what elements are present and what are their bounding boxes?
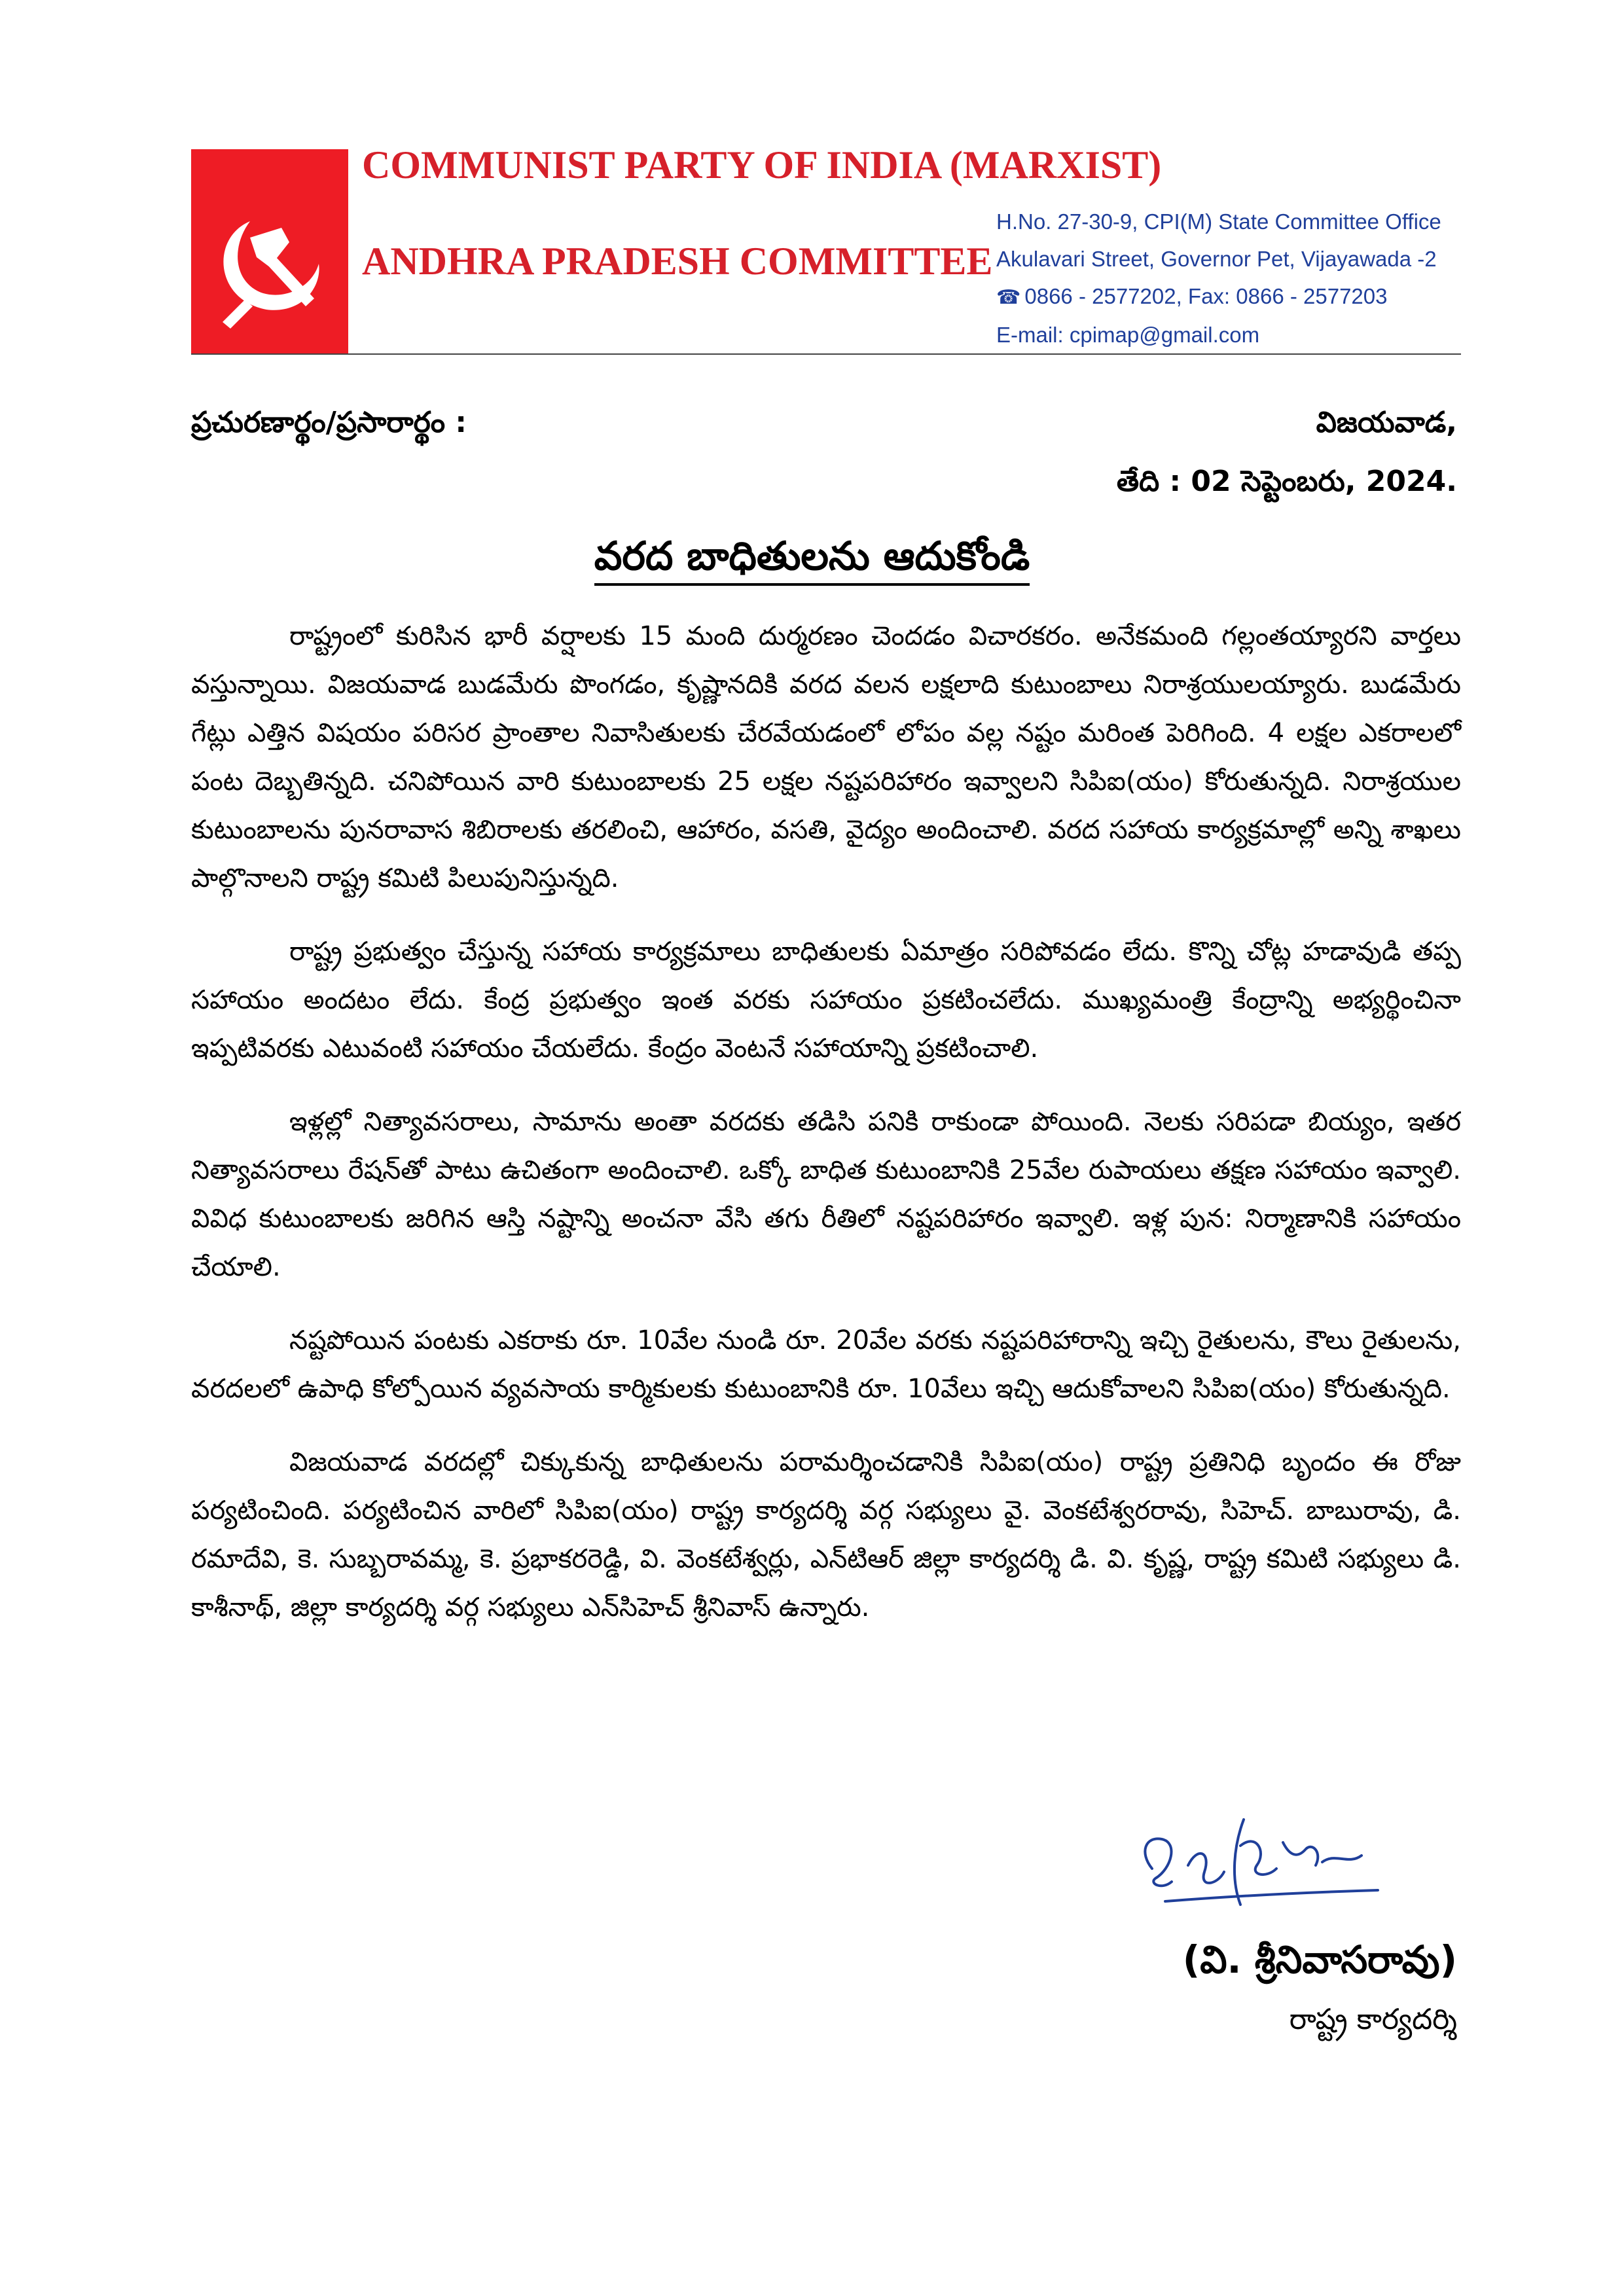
paragraph: రాష్ట్ర ప్రభుత్వం చేస్తున్న సహాయ కార్యక్రమాలు బాధితులకు ఏమాత్రం సరిపోవడం లేదు. కొన్ని చోట్ల హడావుడి తప్ప సహాయం అందటం లేదు. కేంద్ర ప్రభుత్వం ఇంత వరకు సహాయం ప్రకటించలేదు. ముఖ్యమంత్రి కేంద్రాన్ని అభ్యర్థించినా ఇప్పటివరకు ఎటువంటి సహాయం చేయలేదు. కేంద్రం వెంటనే సహాయాన్ని ప్రకటించాలి. — [191, 937, 1461, 1064]
publication-label: ప్రచురణార్థం/ప్రసారార్థం : — [191, 406, 467, 439]
party-logo — [191, 149, 348, 353]
signatory-title: రాష్ట్ర కార్యదర్శి — [1289, 2003, 1457, 2036]
headline — [0, 533, 1624, 588]
email-line: E-mail: cpimap@gmail.com — [996, 323, 1260, 347]
committee-name: ANDHRA PRADESH COMMITTEE — [362, 240, 993, 283]
phone-line — [996, 278, 1441, 316]
paragraph: ఇళ్లల్లో నిత్యావసరాలు, సామాను అంతా వరదకు తడిసి పనికి రాకుండా పోయింది. నెలకు సరిపడా బియ్యం, ఇతర నిత్యావసరాలు రేషన్‌తో పాటు ఉచితంగా అందించాలి. ఒక్కో బాధిత కుటుంబానికి 25వేల రుపాయలు తక్షణ సహాయం ఇవ్వాలి. వివిధ కుటుంబాలకు జరిగిన ఆస్తి నష్టాన్ని అంచనా వేసి తగు రీతిలో నష్టపరిహారం ఇవ్వాలి. ఇళ్ల పున: నిర్మాణానికి సహాయం చేయాలి. — [191, 1107, 1461, 1282]
signatory-name: (వి. శ్రీనివాసరావు) — [1182, 1937, 1457, 1982]
handwritten-signature — [1126, 1806, 1388, 1918]
paragraph: రాష్ట్రంలో కురిసిన భారీ వర్షాలకు 15 మంది దుర్మరణం చెందడం విచారకరం. అనేకమంది గల్లంతయ్యారని వార్తలు వస్తున్నాయి. విజయవాడ బుడమేరు పొంగడం, కృష్ణానదికి వరద వలన లక్షలాది కుటుంబాలు నిరాశ్రయులయ్యారు. బుడమేరు గేట్లు ఎత్తిన విషయం పరిసర ప్రాంతాల నివాసితులకు చేరవేయడంలో లోపం వల్ల నష్టం మరింత పెరిగింది. 4 లక్షల ఎకరాలలో పంట దెబ్బతిన్నది. చనిపోయిన వారి కుటుంబాలకు 25 లక్షల నష్టపరిహారం ఇవ్వాలని సిపిఐ(యం) కోరుతున్నది. నిరాశ్రయుల కుటుంబాలను పునరావాస శిబిరాలకు తరలించి, ఆహారం, వసతి, వైద్యం అందించాలి. వరద సహాయ కార్యక్రమాల్లో అన్ని శాఖలు పాల్గొనాలని రాష్ట్ర కమిటి పిలుపునిస్తున్నది. — [191, 621, 1461, 893]
phone-icon: ☎ — [996, 287, 1021, 308]
address-line: Akulavari Street, Governor Pet, Vijayawada -2 — [996, 247, 1437, 271]
party-name: COMMUNIST PARTY OF INDIA (MARXIST) — [362, 143, 1162, 187]
hammer-sickle-icon — [204, 202, 335, 332]
header-divider — [191, 353, 1461, 355]
phone-fax-text: 0866 - 2577202, Fax: 0866 - 2577203 — [1024, 284, 1388, 308]
headline-text: వరద బాధితులను ఆదుకోండి — [594, 533, 1030, 586]
address-line: H.No. 27-30-9, CPI(M) State Committee Office — [996, 209, 1441, 234]
date-label: తేది : 02 సెప్టెంబరు, 2024. — [1116, 465, 1457, 498]
paragraph: విజయవాడ వరదల్లో చిక్కుకున్న బాధితులను పరామర్శించడానికి సిపిఐ(యం) రాష్ట్ర ప్రతినిధి బృందం ఈ రోజు పర్యటించింది. పర్యటించిన వారిలో సిపిఐ(యం) రాష్ట్ర కార్యదర్శి వర్గ సభ్యులు వై. వెంకటేశ్వరరావు, సిహెచ్. బాబురావు, డి. రమాదేవి, కె. సుబ్బరావమ్మ, కె. ప్రభాకరరెడ్డి, వి. వెంకటేశ్వర్లు, ఎన్‌టిఆర్ జిల్లా కార్యదర్శి డి. వి. కృష్ణ, రాష్ట్ర కమిటి సభ్యులు డి. కాశీనాథ్, జిల్లా కార్యదర్శి వర్గ సభ్యులు ఎన్‌సిహెచ్ శ్రీనివాస్ ఉన్నారు. — [191, 1447, 1461, 1623]
place-label: విజయవాడ, — [1316, 406, 1457, 439]
paragraph: నష్టపోయిన పంటకు ఎకరాకు రూ. 10వేల నుండి రూ. 20వేల వరకు నష్టపరిహారాన్ని ఇచ్చి రైతులను, కౌలు రైతులను, వరదలలో ఉపాధి కోల్పోయిన వ్యవసాయ కార్మికులకు కుటుంబానికి రూ. 10వేలు ఇచ్చి ఆదుకోవాలని సిపిఐ(యం) కోరుతున్నది. — [191, 1325, 1461, 1404]
office-address — [996, 203, 1441, 353]
letter-body — [191, 612, 1461, 1657]
